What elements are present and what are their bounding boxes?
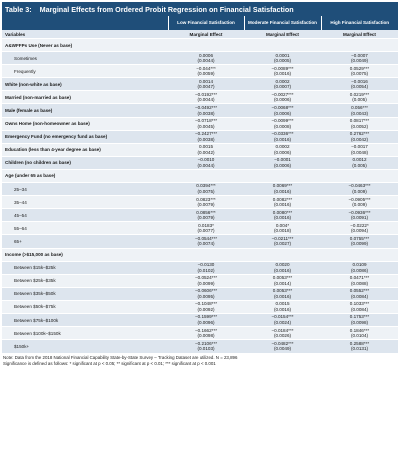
table-row	[2, 117, 398, 130]
row-label: Male (female as base)	[2, 104, 168, 117]
effect-value: 0.2762***	[349, 131, 370, 137]
effect-value: 0.1846***	[349, 327, 370, 333]
standard-error: (0.0016)	[273, 306, 292, 312]
effect-cell	[321, 104, 398, 117]
standard-error: (0.009)	[352, 202, 367, 208]
table-row	[2, 300, 398, 313]
table-row	[2, 169, 398, 182]
table-row	[2, 196, 398, 209]
effect-cell	[321, 196, 398, 209]
effect-value: −0.0068***	[271, 104, 294, 110]
row-label: Frequently	[2, 65, 168, 78]
standard-error: (0.0049)	[273, 346, 292, 352]
effect-cell	[168, 287, 244, 300]
standard-error: (0.0016)	[273, 136, 292, 142]
effect-value: −0.0492***	[194, 104, 218, 110]
effect-value: −0.0154***	[271, 314, 294, 320]
effect-value: 0.0529***	[349, 65, 370, 71]
standard-error: (0.0044)	[197, 58, 215, 64]
standard-error: (0.0049)	[350, 58, 369, 64]
effect-cell	[168, 222, 244, 235]
standard-error: (0.0008)	[273, 123, 292, 129]
marginal-effects-table	[2, 16, 398, 353]
effect-cell	[168, 52, 244, 65]
standard-error: (0.0075)	[197, 189, 215, 195]
effect-cell	[168, 156, 244, 169]
column-header-moderate: Moderate Financial Satisfaction	[244, 16, 321, 30]
table-row	[2, 235, 398, 248]
table-number: Table 3:	[5, 4, 32, 14]
row-label: 35–44	[2, 196, 168, 209]
effect-cell	[244, 248, 321, 261]
effect-value: 0.0015	[198, 144, 214, 150]
effect-value: 0.1033***	[349, 301, 370, 307]
standard-error: (0.005)	[352, 162, 367, 168]
effect-cell	[244, 327, 321, 340]
table-row	[2, 52, 398, 65]
effect-cell	[244, 130, 321, 143]
effect-value: −0.0192***	[194, 91, 218, 97]
table-row	[2, 39, 398, 52]
effect-value: 0.0001	[275, 52, 290, 58]
effect-value: 0.0856***	[196, 209, 216, 215]
standard-error: (0.0038)	[197, 136, 215, 142]
standard-error: (0.0024)	[273, 320, 292, 326]
effect-value: 0.0082***	[272, 196, 293, 202]
row-label: 65+	[2, 235, 168, 248]
effect-cell	[244, 183, 321, 196]
effect-value: −0.1662***	[194, 327, 218, 333]
standard-error: (0.0092)	[197, 306, 215, 312]
effect-cell	[321, 183, 398, 196]
column-header-row	[2, 16, 398, 30]
effect-value: −0.0482***	[271, 340, 294, 346]
standard-error: (0.0016)	[273, 71, 292, 77]
standard-error: (0.0059)	[197, 71, 215, 77]
effect-value: 0.1753***	[349, 314, 370, 320]
effect-value: −0.0017	[351, 144, 368, 150]
marginal-effect-header-high: Marginal Effect	[321, 30, 398, 39]
standard-error: (0.0086)	[350, 267, 369, 273]
effect-value: −0.0222*	[350, 222, 369, 228]
row-label: Married (non-married as base)	[2, 91, 168, 104]
effect-value: 0.004*	[275, 222, 290, 228]
effect-cell	[321, 340, 398, 353]
effect-value: −0.2106***	[194, 340, 218, 346]
effect-cell	[168, 196, 244, 209]
row-label: Between $15k–$25k	[2, 261, 168, 274]
row-label: Sometimes	[2, 52, 168, 65]
table-row	[2, 248, 398, 261]
row-label: 45–54	[2, 209, 168, 222]
effect-value: −0.0544***	[194, 235, 218, 241]
standard-error: (0.0014)	[273, 280, 292, 286]
standard-error: (0.0044)	[197, 97, 215, 103]
effect-value: −0.0336***	[271, 131, 294, 137]
table-notes	[2, 353, 398, 367]
effect-cell	[168, 130, 244, 143]
standard-error: (0.0016)	[273, 189, 292, 195]
effect-cell	[321, 313, 398, 326]
standard-error: (0.0079)	[197, 215, 215, 221]
effect-value: 0.0219***	[349, 91, 370, 97]
standard-error: (0.0098)	[197, 333, 215, 339]
effect-value: 0.0817***	[349, 118, 370, 124]
effect-value: 0.0015	[275, 301, 290, 307]
effect-value: −0.0010	[197, 157, 215, 163]
effect-value: −0.0001	[274, 157, 291, 163]
effect-cell	[168, 78, 244, 91]
standard-error: (0.0026)	[273, 333, 292, 339]
row-label: Emergency Fund (no emergency fund as base)	[2, 130, 168, 143]
effect-cell	[244, 156, 321, 169]
table-title: Marginal Effects from Ordered Probit Regression on Financial Satisfaction	[39, 4, 294, 14]
effect-cell	[321, 248, 398, 261]
effect-value: −0.0606***	[194, 288, 218, 294]
effect-value: 0.0183*	[198, 222, 214, 228]
standard-error: (0.0044)	[197, 162, 215, 168]
effect-value: −0.0936***	[348, 209, 371, 215]
standard-error: (0.0052)	[350, 123, 369, 129]
effect-cell	[168, 261, 244, 274]
row-label: Children (no children as base)	[2, 156, 168, 169]
effect-value: −0.0007	[351, 52, 368, 58]
standard-error: (0.0099)	[197, 280, 215, 286]
effect-value: 0.0053***	[272, 275, 293, 281]
effect-value: 0.0002	[275, 144, 290, 150]
standard-error: (0.0006)	[273, 110, 292, 116]
effect-value: 0.0014	[198, 78, 214, 84]
effect-value: 0.0823***	[196, 196, 216, 202]
standard-error: (0.0088)	[350, 280, 369, 286]
data-source-note: Note: Data from the 2018 National Financial Capability State-by-State Survey – Tracking Dataset are utilized. N = 23,896	[3, 354, 238, 360]
effect-value: 0.0069***	[272, 183, 293, 189]
table-row	[2, 313, 398, 326]
effect-cell	[244, 340, 321, 353]
effect-cell	[321, 156, 398, 169]
effect-cell	[321, 209, 398, 222]
standard-error: (0.0079)	[197, 202, 215, 208]
standard-error: (0.0047)	[197, 84, 215, 90]
standard-error: (0.0048)	[350, 149, 369, 155]
effect-value: 0.0002	[275, 78, 290, 84]
effect-cell	[321, 222, 398, 235]
effect-cell	[321, 287, 398, 300]
table-row	[2, 261, 398, 274]
standard-error: (0.0098)	[350, 320, 369, 326]
effect-value: −0.0463***	[348, 183, 371, 189]
effect-cell	[244, 235, 321, 248]
effect-value: −0.2427***	[194, 131, 218, 137]
effect-cell	[244, 39, 321, 52]
row-label: Between $75k–$100k	[2, 313, 168, 326]
effect-cell	[321, 65, 398, 78]
standard-error: (0.0016)	[273, 202, 292, 208]
effect-cell	[244, 261, 321, 274]
standard-error: (0.0005)	[273, 58, 292, 64]
effect-cell	[321, 274, 398, 287]
marginal-effect-header-moderate: Marginal Effect	[244, 30, 321, 39]
column-header-high: High Financial Satisfaction	[321, 16, 398, 30]
standard-error: (0.0042)	[350, 136, 369, 142]
table-row	[2, 65, 398, 78]
standard-error: (0.0007)	[273, 84, 292, 90]
effect-value: 0.0006	[198, 52, 214, 58]
effect-value: −0.0099***	[271, 118, 294, 124]
effect-value: −0.0016	[351, 78, 368, 84]
effect-value: −0.0027***	[271, 91, 294, 97]
marginal-effect-header-low: Marginal Effect	[168, 30, 244, 39]
effect-value: 0.0471***	[349, 275, 370, 281]
effect-cell	[168, 340, 244, 353]
standard-error: (0.0091)	[350, 215, 369, 221]
table-row	[2, 78, 398, 91]
subheader-row	[2, 30, 398, 39]
column-header-blank	[2, 16, 168, 30]
effect-cell	[321, 117, 398, 130]
effect-cell	[168, 65, 244, 78]
effect-cell	[321, 327, 398, 340]
effect-cell	[244, 209, 321, 222]
effect-cell	[168, 327, 244, 340]
standard-error: (0.0006)	[273, 97, 292, 103]
effect-cell	[321, 143, 398, 156]
effect-cell	[321, 91, 398, 104]
standard-error: (0.0006)	[273, 162, 292, 168]
effect-cell	[168, 313, 244, 326]
table-row	[2, 209, 398, 222]
effect-cell	[168, 209, 244, 222]
effect-cell	[321, 130, 398, 143]
effect-cell	[244, 313, 321, 326]
standard-error: (0.0131)	[350, 346, 369, 352]
standard-error: (0.0018)	[273, 228, 292, 234]
standard-error: (0.0099)	[350, 241, 369, 247]
row-label: $150k+	[2, 340, 168, 353]
effect-value: −0.1048***	[194, 301, 218, 307]
effect-cell	[244, 274, 321, 287]
effect-cell	[168, 300, 244, 313]
effect-cell	[168, 274, 244, 287]
effect-cell	[321, 261, 398, 274]
table-body	[2, 39, 398, 353]
effect-cell	[244, 143, 321, 156]
row-label: 55–64	[2, 222, 168, 235]
standard-error: (0.0075)	[350, 71, 369, 77]
table-row	[2, 130, 398, 143]
effect-cell	[168, 39, 244, 52]
effect-value: 0.0394***	[196, 183, 216, 189]
effect-value: 0.0552***	[349, 288, 370, 294]
table-row	[2, 183, 398, 196]
effect-cell	[321, 300, 398, 313]
table-row	[2, 91, 398, 104]
effect-value: −0.0718***	[194, 118, 218, 124]
effect-value: −0.1599***	[194, 314, 218, 320]
effect-value: −0.0524***	[194, 275, 218, 281]
effect-cell	[168, 169, 244, 182]
standard-error: (0.0074)	[197, 241, 215, 247]
effect-value: 0.0053***	[272, 288, 293, 294]
standard-error: (0.0096)	[197, 320, 215, 326]
effect-value: 0.0109	[352, 262, 367, 268]
effect-cell	[321, 235, 398, 248]
row-label: A&WFFPs Use (Never as base)	[2, 39, 168, 52]
row-label: Education (less than 4-year degree as base)	[2, 143, 168, 156]
effect-value: −0.0905***	[348, 196, 371, 202]
effect-cell	[168, 104, 244, 117]
standard-error: (0.0006)	[273, 149, 292, 155]
effect-value: 0.0020	[275, 262, 290, 268]
effect-cell	[244, 300, 321, 313]
standard-error: (0.0016)	[273, 293, 292, 299]
standard-error: (0.0045)	[197, 123, 215, 129]
effect-cell	[168, 91, 244, 104]
standard-error: (0.005)	[352, 97, 367, 103]
standard-error: (0.0042)	[197, 149, 215, 155]
standard-error: (0.0043)	[350, 110, 369, 116]
effect-value: −0.0211***	[271, 235, 294, 241]
standard-error: (0.0016)	[273, 215, 292, 221]
standard-error: (0.0054)	[350, 84, 369, 90]
standard-error: (0.009)	[352, 189, 367, 195]
standard-error: (0.0084)	[350, 306, 369, 312]
effect-cell	[244, 91, 321, 104]
effect-value: −0.0130	[197, 262, 215, 268]
effect-cell	[168, 183, 244, 196]
standard-error: (0.0016)	[273, 267, 292, 273]
effect-cell	[321, 52, 398, 65]
table-row	[2, 274, 398, 287]
table-row	[2, 156, 398, 169]
effect-cell	[244, 52, 321, 65]
standard-error: (0.0094)	[350, 228, 369, 234]
row-label: Age (under 65 as base)	[2, 169, 168, 182]
effect-cell	[168, 248, 244, 261]
standard-error: (0.0103)	[197, 346, 215, 352]
effect-cell	[168, 117, 244, 130]
effect-cell	[321, 78, 398, 91]
row-label: Between $50k–$75k	[2, 300, 168, 313]
table-row	[2, 340, 398, 353]
row-label: Income (>$15,000 as base)	[2, 248, 168, 261]
effect-value: 0.056***	[351, 104, 368, 110]
row-label: White (non-white as base)	[2, 78, 168, 91]
standard-error: (0.0027)	[273, 241, 292, 247]
effect-value: 0.0012	[352, 157, 367, 163]
effect-cell	[244, 169, 321, 182]
standard-error: (0.0038)	[197, 110, 215, 116]
effect-value: 0.2588***	[349, 340, 370, 346]
effect-value: −0.0089***	[271, 65, 294, 71]
row-label: 25–34	[2, 183, 168, 196]
effect-cell	[244, 104, 321, 117]
effect-cell	[244, 196, 321, 209]
table-title-bar	[2, 2, 398, 16]
standard-error: (0.0104)	[350, 333, 369, 339]
effect-cell	[244, 78, 321, 91]
table-row	[2, 327, 398, 340]
standard-error: (0.0102)	[197, 267, 215, 273]
effect-cell	[244, 117, 321, 130]
effect-cell	[168, 235, 244, 248]
row-label: Owns Home (non-homeowner as base)	[2, 117, 168, 130]
row-label: Between $100k–$150k	[2, 327, 168, 340]
table-row	[2, 104, 398, 117]
effect-cell	[244, 222, 321, 235]
standard-error: (0.0077)	[197, 228, 215, 234]
table-row	[2, 287, 398, 300]
effect-value: 0.0755***	[349, 235, 370, 241]
column-header-low: Low Financial Satisfaction	[168, 16, 244, 30]
variables-header: Variables	[2, 30, 168, 39]
table-row	[2, 222, 398, 235]
standard-error: (0.0095)	[197, 293, 215, 299]
effect-value: −0.0184***	[271, 327, 294, 333]
effect-cell	[321, 39, 398, 52]
effect-cell	[244, 287, 321, 300]
effect-value: 0.0080***	[272, 209, 293, 215]
significance-note: Significance is defined as follows: * significant at p < 0.05; ** significant at p < 0.01; *** significant at p < 0.001	[3, 360, 216, 366]
row-label: Between $25k–$35k	[2, 274, 168, 287]
effect-cell	[321, 169, 398, 182]
effect-cell	[168, 143, 244, 156]
effect-cell	[244, 65, 321, 78]
row-label: Between $35k–$50k	[2, 287, 168, 300]
table-row	[2, 143, 398, 156]
effect-value: −0.044***	[196, 65, 216, 71]
standard-error: (0.0084)	[350, 293, 369, 299]
